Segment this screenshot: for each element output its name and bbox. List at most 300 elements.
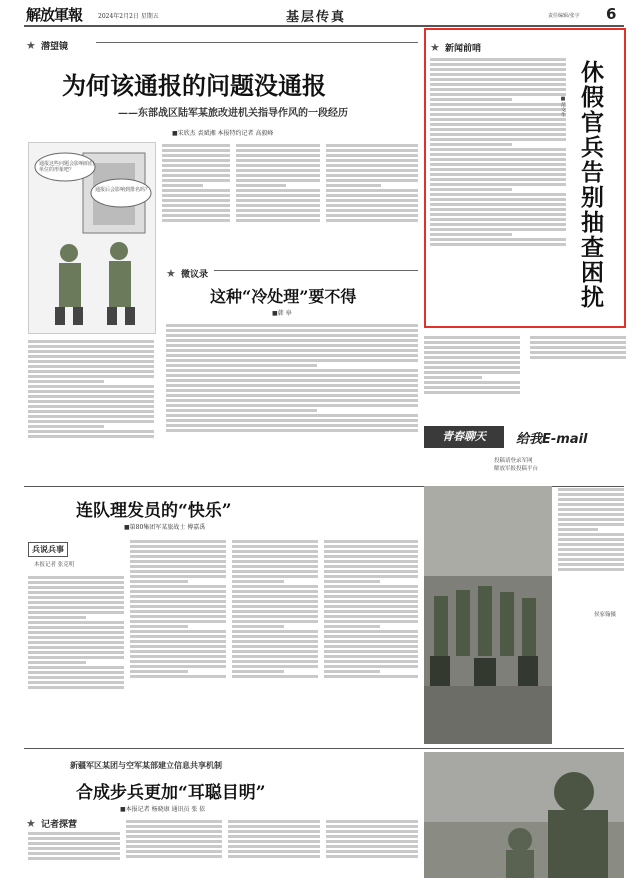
text-line (324, 570, 418, 573)
text-line (28, 631, 124, 634)
text-line (326, 174, 418, 177)
text-line (28, 390, 154, 393)
star-icon: ★ (26, 817, 36, 830)
text-line (126, 820, 222, 823)
text-line (130, 540, 226, 543)
text-line (232, 570, 318, 573)
text-line (130, 580, 188, 583)
lead-body-col-3 (326, 142, 418, 254)
text-line (558, 528, 598, 531)
text-line (166, 379, 418, 382)
news-frontline-byline: ■范文生 (560, 96, 566, 117)
text-line (126, 845, 222, 848)
text-line (430, 218, 566, 221)
text-line (558, 568, 624, 571)
text-line (162, 214, 230, 217)
lead-subtitle: ——东部战区陆军某旅改进机关指导作风的一段经历 (118, 108, 348, 119)
text-line (130, 660, 226, 663)
text-line (232, 550, 318, 553)
text-line (324, 640, 418, 643)
text-line (324, 670, 380, 673)
text-line (228, 855, 320, 858)
text-line (326, 179, 418, 182)
text-line (558, 523, 624, 526)
masthead (0, 0, 642, 26)
soldier-photo (424, 752, 624, 878)
text-line (232, 660, 318, 663)
text-line (166, 359, 418, 362)
third-body-col-1 (28, 830, 120, 876)
text-line (326, 209, 418, 212)
text-line (324, 630, 418, 633)
text-line (28, 646, 124, 649)
text-line (424, 366, 520, 369)
text-line (28, 606, 124, 609)
email-banner-left: 青春聊天 (424, 426, 504, 448)
text-line (162, 219, 230, 222)
text-line (130, 635, 226, 638)
photo-credit: 侯家翰摄 (594, 612, 617, 618)
text-line (130, 545, 226, 548)
text-line (530, 346, 626, 349)
text-line (558, 498, 624, 501)
text-line (430, 88, 566, 91)
text-line (28, 370, 154, 373)
text-line (326, 154, 418, 157)
text-line (236, 194, 320, 197)
text-line (424, 351, 520, 354)
text-line (28, 842, 120, 845)
text-line (326, 164, 418, 167)
text-line (324, 555, 418, 558)
text-line (430, 208, 566, 211)
text-line (236, 184, 286, 187)
text-line (162, 154, 230, 157)
text-line (228, 835, 320, 838)
text-line (166, 354, 418, 357)
text-line (232, 670, 284, 673)
text-line (232, 615, 318, 618)
text-line (326, 194, 418, 197)
text-line (424, 336, 520, 339)
text-line (430, 188, 512, 191)
reporter-column-kicker: ★ 记者探营 (26, 817, 77, 830)
text-line (126, 850, 222, 853)
text-line (130, 585, 226, 588)
text-line (424, 361, 520, 364)
text-line (126, 830, 222, 833)
text-line (558, 538, 624, 541)
text-line (430, 108, 566, 111)
editor-credit: 责任编辑/张宇 (548, 13, 580, 19)
text-line (28, 395, 154, 398)
text-line (324, 655, 418, 658)
text-line (228, 820, 320, 823)
text-line (324, 635, 418, 638)
text-line (28, 586, 124, 589)
news-frontline-headline: 休假官兵告别抽查困扰 (577, 60, 604, 310)
text-line (162, 209, 230, 212)
text-line (236, 169, 320, 172)
text-line (326, 845, 418, 848)
text-line (28, 410, 154, 413)
text-line (28, 365, 154, 368)
text-line (130, 590, 226, 593)
text-line (162, 179, 230, 182)
text-line (126, 835, 222, 838)
text-line (162, 204, 230, 207)
text-line (326, 204, 418, 207)
text-line (558, 488, 624, 491)
text-line (326, 189, 418, 192)
page-number: 6 (606, 5, 617, 23)
text-line (232, 650, 318, 653)
text-line (236, 189, 320, 192)
text-line (162, 159, 230, 162)
text-line (430, 198, 566, 201)
cartoon-illustration (28, 142, 156, 334)
text-line (324, 595, 418, 598)
commentary-kicker: ★ 微议录 (166, 267, 208, 280)
text-line (166, 329, 418, 332)
cartoon-bubble-bottom: 通报后会影响到排名吗？ (95, 187, 151, 193)
text-line (430, 173, 566, 176)
text-line (130, 555, 226, 558)
text-line (424, 381, 520, 384)
text-line (28, 380, 104, 383)
text-line (236, 154, 320, 157)
text-line (28, 611, 124, 614)
text-line (326, 825, 418, 828)
text-line (530, 351, 626, 354)
text-line (326, 159, 418, 162)
text-line (430, 243, 566, 246)
text-line (126, 855, 222, 858)
third-body-col-3 (228, 818, 320, 876)
text-line (232, 545, 318, 548)
lookout-kicker: ★ 潜望镜 (26, 39, 68, 52)
third-pretitle: 新疆军区某团与空军某部建立信息共享机制 (70, 760, 222, 770)
text-line (28, 656, 124, 659)
text-line (430, 128, 566, 131)
text-line (324, 585, 418, 588)
email-note-1: 投稿请登录军网 (494, 458, 533, 464)
text-line (28, 581, 124, 584)
text-line (430, 223, 566, 226)
text-line (232, 645, 318, 648)
text-line (430, 193, 566, 196)
text-line (424, 376, 482, 379)
text-line (236, 219, 320, 222)
text-line (326, 219, 418, 222)
text-line (28, 661, 86, 664)
text-line (28, 616, 86, 619)
text-line (324, 660, 418, 663)
text-line (126, 840, 222, 843)
text-line (326, 835, 418, 838)
text-line (558, 508, 624, 511)
soldier-column-sub: 本报记者 张克明 (34, 562, 75, 568)
text-line (228, 830, 320, 833)
text-line (558, 518, 624, 521)
text-line (430, 178, 566, 181)
star-icon: ★ (166, 267, 176, 280)
text-line (326, 169, 418, 172)
text-line (28, 405, 154, 408)
text-line (28, 350, 154, 353)
star-icon: ★ (26, 39, 36, 52)
text-line (430, 158, 566, 161)
text-line (232, 655, 318, 658)
text-line (430, 93, 566, 96)
text-line (130, 620, 226, 623)
text-line (28, 847, 120, 850)
text-line (430, 183, 566, 186)
text-line (130, 550, 226, 553)
email-banner-right: 给我E-mail (516, 432, 588, 447)
text-line (28, 576, 124, 579)
text-line (232, 675, 318, 678)
kicker-rule (96, 42, 418, 43)
text-line (162, 174, 230, 177)
text-line (558, 493, 624, 496)
text-line (324, 665, 418, 668)
second-body-col-1 (28, 574, 124, 740)
issue-date: 2024年2月2日 星期五 (98, 13, 159, 20)
second-body-col-3 (232, 538, 318, 740)
text-line (430, 73, 566, 76)
text-line (28, 686, 124, 689)
text-line (232, 620, 318, 623)
text-line (130, 600, 226, 603)
text-line (130, 560, 226, 563)
text-line (430, 98, 512, 101)
second-body-col-4 (324, 538, 418, 734)
text-line (28, 832, 120, 835)
text-line (430, 228, 566, 231)
text-line (228, 840, 320, 843)
text-line (166, 424, 418, 427)
text-line (228, 825, 320, 828)
soldier-column-badge (28, 538, 124, 566)
text-line (126, 825, 222, 828)
text-line (430, 113, 566, 116)
text-line (28, 415, 154, 418)
text-line (430, 143, 512, 146)
text-line (28, 676, 124, 679)
text-line (424, 346, 520, 349)
text-line (166, 339, 418, 342)
text-line (28, 837, 120, 840)
text-line (130, 595, 226, 598)
text-line (28, 435, 154, 438)
text-line (232, 635, 318, 638)
text-line (130, 670, 188, 673)
text-line (28, 385, 154, 388)
text-line (28, 420, 154, 423)
text-line (130, 655, 226, 658)
text-line (166, 399, 418, 402)
second-byline: ■第80集团军某旅战士 傅嘉禹 (124, 524, 206, 531)
text-line (326, 214, 418, 217)
commentary-headline: 这种“冷处理”要不得 (210, 287, 357, 306)
text-line (162, 194, 230, 197)
text-line (236, 149, 320, 152)
text-line (166, 389, 418, 392)
photo-caption-text (558, 486, 624, 606)
text-line (162, 149, 230, 152)
news-frontline-kicker: ★ 新闻前哨 (430, 41, 481, 54)
second-headline: 连队理发员的“快乐” (76, 501, 232, 521)
text-line (28, 340, 154, 343)
text-line (430, 133, 566, 136)
text-line (558, 558, 624, 561)
text-line (558, 548, 624, 551)
text-line (130, 675, 226, 678)
text-line (166, 324, 418, 327)
text-line (424, 391, 520, 394)
masthead-rule (24, 25, 624, 27)
text-line (558, 533, 624, 536)
cartoon-bubble-top: 通报这些问题会影响咱们单位的形象吧？ (39, 161, 95, 173)
text-line (424, 341, 520, 344)
text-line (28, 857, 120, 860)
text-line (430, 168, 566, 171)
text-line (424, 356, 520, 359)
text-line (28, 666, 124, 669)
text-line (430, 238, 566, 241)
text-line (236, 179, 320, 182)
text-line (324, 580, 380, 583)
text-line (232, 625, 284, 628)
text-line (558, 543, 624, 546)
text-line (166, 344, 418, 347)
text-line (130, 640, 226, 643)
text-line (558, 563, 624, 566)
text-line (166, 369, 418, 372)
text-line (28, 621, 124, 624)
text-line (424, 371, 520, 374)
text-line (430, 58, 566, 61)
text-line (324, 615, 418, 618)
text-line (324, 625, 380, 628)
text-line (166, 384, 418, 387)
text-line (130, 615, 226, 618)
text-line (326, 199, 418, 202)
text-line (324, 605, 418, 608)
third-byline: ■本报记者 杨晓康 通讯员 张 依 (120, 806, 206, 813)
text-line (232, 610, 318, 613)
text-line (430, 138, 566, 141)
text-line (28, 681, 124, 684)
text-line (430, 213, 566, 216)
text-line (28, 596, 124, 599)
text-line (130, 610, 226, 613)
third-headline: 合成步兵更加“耳聪目明” (76, 783, 266, 803)
text-line (324, 560, 418, 563)
text-line (430, 148, 566, 151)
text-line (326, 149, 418, 152)
text-line (28, 601, 124, 604)
text-line (130, 565, 226, 568)
text-line (236, 144, 320, 147)
third-body-col-2 (126, 818, 222, 876)
text-line (324, 600, 418, 603)
text-line (430, 103, 566, 106)
commentary-rule (214, 270, 418, 271)
email-banner (424, 426, 624, 448)
text-line (130, 645, 226, 648)
text-line (324, 590, 418, 593)
text-line (530, 356, 626, 359)
text-line (430, 163, 566, 166)
text-line (28, 360, 154, 363)
text-line (324, 575, 418, 578)
commentary-body (166, 322, 418, 480)
text-line (558, 503, 624, 506)
text-line (232, 555, 318, 558)
text-line (430, 68, 566, 71)
text-line (324, 550, 418, 553)
text-line (558, 553, 624, 556)
text-line (28, 636, 124, 639)
text-line (232, 575, 318, 578)
text-line (130, 665, 226, 668)
text-line (166, 409, 317, 412)
text-line (236, 159, 320, 162)
lead-byline: ■宋欣杰 裘斌湘 本报特约记者 高毅峰 (172, 130, 274, 137)
text-line (326, 144, 418, 147)
text-line (228, 845, 320, 848)
text-line (236, 209, 320, 212)
newspaper-logo: 解放軍報 (26, 6, 83, 24)
text-line (324, 610, 418, 613)
text-line (430, 203, 566, 206)
text-line (430, 83, 566, 86)
text-line (130, 650, 226, 653)
text-line (166, 394, 418, 397)
text-line (558, 513, 624, 516)
text-line (232, 600, 318, 603)
text-line (232, 640, 318, 643)
text-line (324, 540, 418, 543)
frontline-continued (424, 334, 520, 418)
text-line (430, 78, 566, 81)
text-line (28, 345, 154, 348)
text-line (232, 585, 318, 588)
text-line (162, 144, 230, 147)
text-line (324, 565, 418, 568)
text-line (326, 840, 418, 843)
text-line (232, 565, 318, 568)
text-line (236, 204, 320, 207)
text-line (28, 671, 124, 674)
text-line (166, 429, 418, 432)
text-line (130, 570, 226, 573)
text-line (232, 595, 318, 598)
text-line (236, 164, 320, 167)
star-icon: ★ (430, 41, 440, 54)
email-note-2: 解放军报投稿平台 (494, 466, 539, 472)
text-line (166, 419, 418, 422)
text-line (28, 852, 120, 855)
text-line (232, 665, 318, 668)
text-line (232, 540, 318, 543)
text-line (326, 850, 418, 853)
text-line (28, 400, 154, 403)
text-line (130, 625, 188, 628)
text-line (166, 349, 418, 352)
